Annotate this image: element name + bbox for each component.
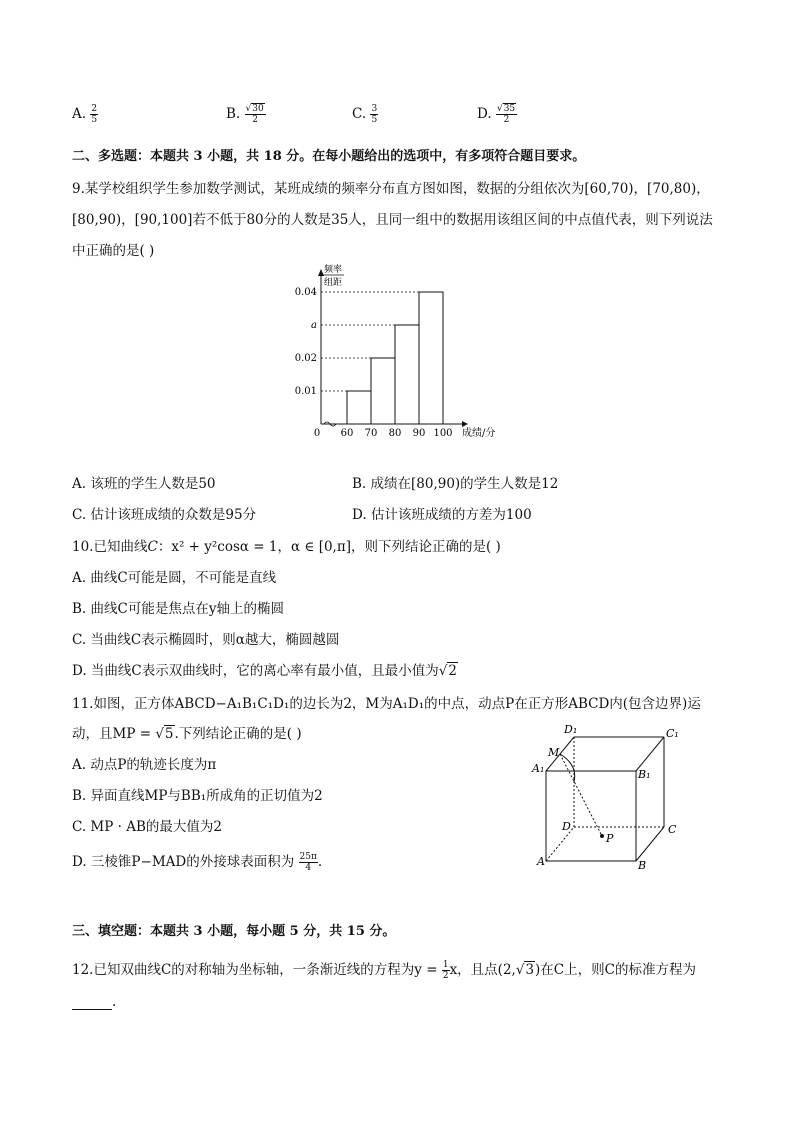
option-c-label: C. xyxy=(352,106,367,122)
x-tick-label-6: 100 xyxy=(433,428,453,439)
q12-answer-line[interactable] xyxy=(72,994,116,1010)
q9-line3: 中正确的是( ) xyxy=(72,243,155,259)
fraction-d-den: 2 xyxy=(503,115,510,125)
histogram-bar-4 xyxy=(419,292,443,424)
label-c: C xyxy=(668,823,677,836)
label-a: A xyxy=(537,855,545,868)
fraction-b-num: 30 xyxy=(252,104,264,114)
y-label-top: 频率 xyxy=(324,265,343,275)
label-d: D xyxy=(562,820,571,833)
q10-stem-var: C xyxy=(147,539,158,555)
q10-option-d-pre: D. 当曲线C表示双曲线时，它的离心率有最小值，且最小值为 xyxy=(72,663,439,679)
q12-slope-den: 2 xyxy=(442,971,449,981)
q12-blank-end: . xyxy=(112,994,117,1010)
label-b: B xyxy=(638,859,647,872)
q9-option-c: C. 估计该班成绩的众数是95分 xyxy=(72,507,257,523)
q12-line1: 12.已知双曲线C的对称轴为坐标轴，一条渐近线的方程为y = $\frac{1}{2}$ x，且点(2,√3)在C上，则C的标准方程为 xyxy=(72,960,696,981)
section3-header-mid2: 分，共 xyxy=(303,924,343,939)
q11-option-d-fraction xyxy=(299,852,318,873)
edge-bc xyxy=(636,827,664,861)
frequency-histogram xyxy=(284,262,514,442)
x-axis-label: 成绩/分 xyxy=(462,428,496,439)
point-p xyxy=(600,834,604,838)
q11-option-a: A. 动点P的轨迹长度为π xyxy=(72,757,217,773)
fraction-d-num: 35 xyxy=(503,104,516,114)
q11-line2-pre: 动，且MP = xyxy=(72,726,156,742)
answer-blank[interactable] xyxy=(72,997,112,1010)
option-d-label: D. xyxy=(477,106,492,122)
q10-option-d-val: 2 xyxy=(448,663,457,679)
label-c1: C₁ xyxy=(666,727,679,740)
y-label-bottom: 组距 xyxy=(324,278,343,288)
q12-slope-fraction xyxy=(442,960,450,981)
section2-count: 3 xyxy=(193,149,203,164)
option-b xyxy=(226,104,266,125)
section2-score: 18 xyxy=(263,149,282,164)
q11-option-c: C. MP · AB的最大值为2 xyxy=(72,819,222,835)
x-tick-label-5: 90 xyxy=(412,428,426,439)
q9-line1: 9.某学校组织学生参加数学测试，某班成绩的频率分布直方图如图，数据的分组依次为[60,70)，[70,80)， xyxy=(72,181,710,197)
fraction-a-num: 2 xyxy=(91,104,98,114)
q11-option-d-num: 25π xyxy=(299,852,317,862)
fraction-a xyxy=(90,104,98,125)
fraction-b-den: 2 xyxy=(252,115,258,125)
q9-line2: [80,90)，[90,100]若不低于80分的人数是35人，且同一组中的数据用该组区间的中点值代表，则下列说法 xyxy=(72,212,713,228)
option-b-label: B. xyxy=(226,106,241,122)
y-tick-label-4: 0.01 xyxy=(294,386,317,397)
section2-header-mid2: 分。在每小题给出的选项中，有多项符合题目要求。 xyxy=(286,149,586,164)
x-tick-label-1: 0 xyxy=(313,428,321,439)
option-a-label: A. xyxy=(72,106,87,122)
y-tick-label-3: 0.02 xyxy=(294,353,317,364)
y-tick-label-1: 0.04 xyxy=(294,287,317,298)
q10-stem-eq: ：x² + y²cosα = 1，α ∈ [0,π]，则下列结论正确的是( ) xyxy=(157,539,501,555)
q10-option-c: C. 当曲线C表示椭圆时，则α越大，椭圆越圆 xyxy=(72,632,340,648)
option-d xyxy=(477,104,517,125)
fraction-d: $\frac{√35}{2}$ xyxy=(496,104,516,125)
q9-option-b: B. 成绩在[80,90)的学生人数是12 xyxy=(352,476,559,492)
section3-score-each: 5 xyxy=(289,924,299,939)
histogram-bar-3 xyxy=(395,325,419,424)
fraction-b: $\frac{√30}{2}$ xyxy=(245,104,264,125)
label-p: P xyxy=(606,832,614,845)
q12-slope-num: 1 xyxy=(442,960,449,970)
q12-line1-pre: 12.已知双曲线C的对称轴为坐标轴，一条渐近线的方程为y = xyxy=(72,962,442,978)
q11-line2-val: 5 xyxy=(164,726,174,742)
section3-header-mid1: 小题，每小题 xyxy=(207,924,286,939)
section2-header-mid1: 小题，共 xyxy=(207,149,260,164)
x-tick-label-3: 70 xyxy=(364,428,378,439)
cube-front-face xyxy=(546,771,636,861)
q11-line2-post: .下列结论正确的是( ) xyxy=(174,726,302,742)
q10-stem-pre: 10.已知曲线 xyxy=(72,539,148,555)
label-a1: A₁ xyxy=(532,762,545,775)
option-c xyxy=(352,104,378,125)
section2-header xyxy=(72,145,585,164)
section3-header xyxy=(72,920,395,939)
option-a xyxy=(72,104,98,125)
fraction-c-den: 5 xyxy=(371,115,378,125)
fraction-c-num: 3 xyxy=(371,104,378,114)
section3-total: 15 xyxy=(346,924,365,939)
label-b1: B₁ xyxy=(638,768,651,781)
x-tick-label-4: 80 xyxy=(388,428,402,439)
q11-option-b: B. 异面直线MP与BB₁所成角的正切值为2 xyxy=(72,788,323,804)
label-d1: D₁ xyxy=(564,723,578,736)
label-m: M xyxy=(548,746,560,759)
q10-option-d: D. 当曲线C表示双曲线时，它的离心率有最小值，且最小值为√2 xyxy=(72,663,457,679)
q11-option-d-pre: D. 三棱锥P−MAD的外接球表面积为 xyxy=(72,854,295,870)
section3-count: 3 xyxy=(193,924,203,939)
x-tick-label-2: 60 xyxy=(340,428,354,439)
q10-stem xyxy=(72,535,501,555)
x-axis-arrow xyxy=(462,421,468,427)
fraction-c xyxy=(370,104,378,125)
q10-option-a: A. 曲线C可能是圆，不可能是直线 xyxy=(72,570,277,586)
q10-option-b: B. 曲线C可能是焦点在y轴上的椭圆 xyxy=(72,601,284,617)
cube-diagram xyxy=(528,720,688,872)
q11-option-d-post: . xyxy=(317,854,323,870)
q12-point-root: 3 xyxy=(525,962,535,978)
fraction-a-den: 5 xyxy=(91,115,98,125)
q12-line1-post: )在C上，则C的标准方程为 xyxy=(535,962,696,978)
edge-b1c1 xyxy=(636,737,664,771)
q11-option-d-den: 4 xyxy=(305,863,312,873)
histogram-bar-2 xyxy=(371,358,395,424)
q12-line1-mid: x，且点(2, xyxy=(449,962,516,978)
histogram-axes xyxy=(318,263,495,439)
q9-option-a: A. 该班的学生人数是50 xyxy=(72,476,216,492)
q11-line2: 动，且MP = √5.下列结论正确的是( ) xyxy=(72,726,302,742)
q11-option-d xyxy=(72,850,322,873)
q11-line1: 11.如图，正方体ABCD−A₁B₁C₁D₁的边长为2，M为A₁D₁的中点，动点P在正方形ABCD内(包含边界)运 xyxy=(72,696,701,712)
q9-option-d: D. 估计该班成绩的方差为100 xyxy=(352,507,532,523)
histogram-bar-1 xyxy=(347,391,371,424)
section2-header-pre: 二、多选题：本题共 xyxy=(72,149,190,164)
y-tick-label-2: a xyxy=(311,320,317,331)
section3-header-end: 分。 xyxy=(369,924,396,939)
section3-header-pre: 三、填空题：本题共 xyxy=(72,924,190,939)
